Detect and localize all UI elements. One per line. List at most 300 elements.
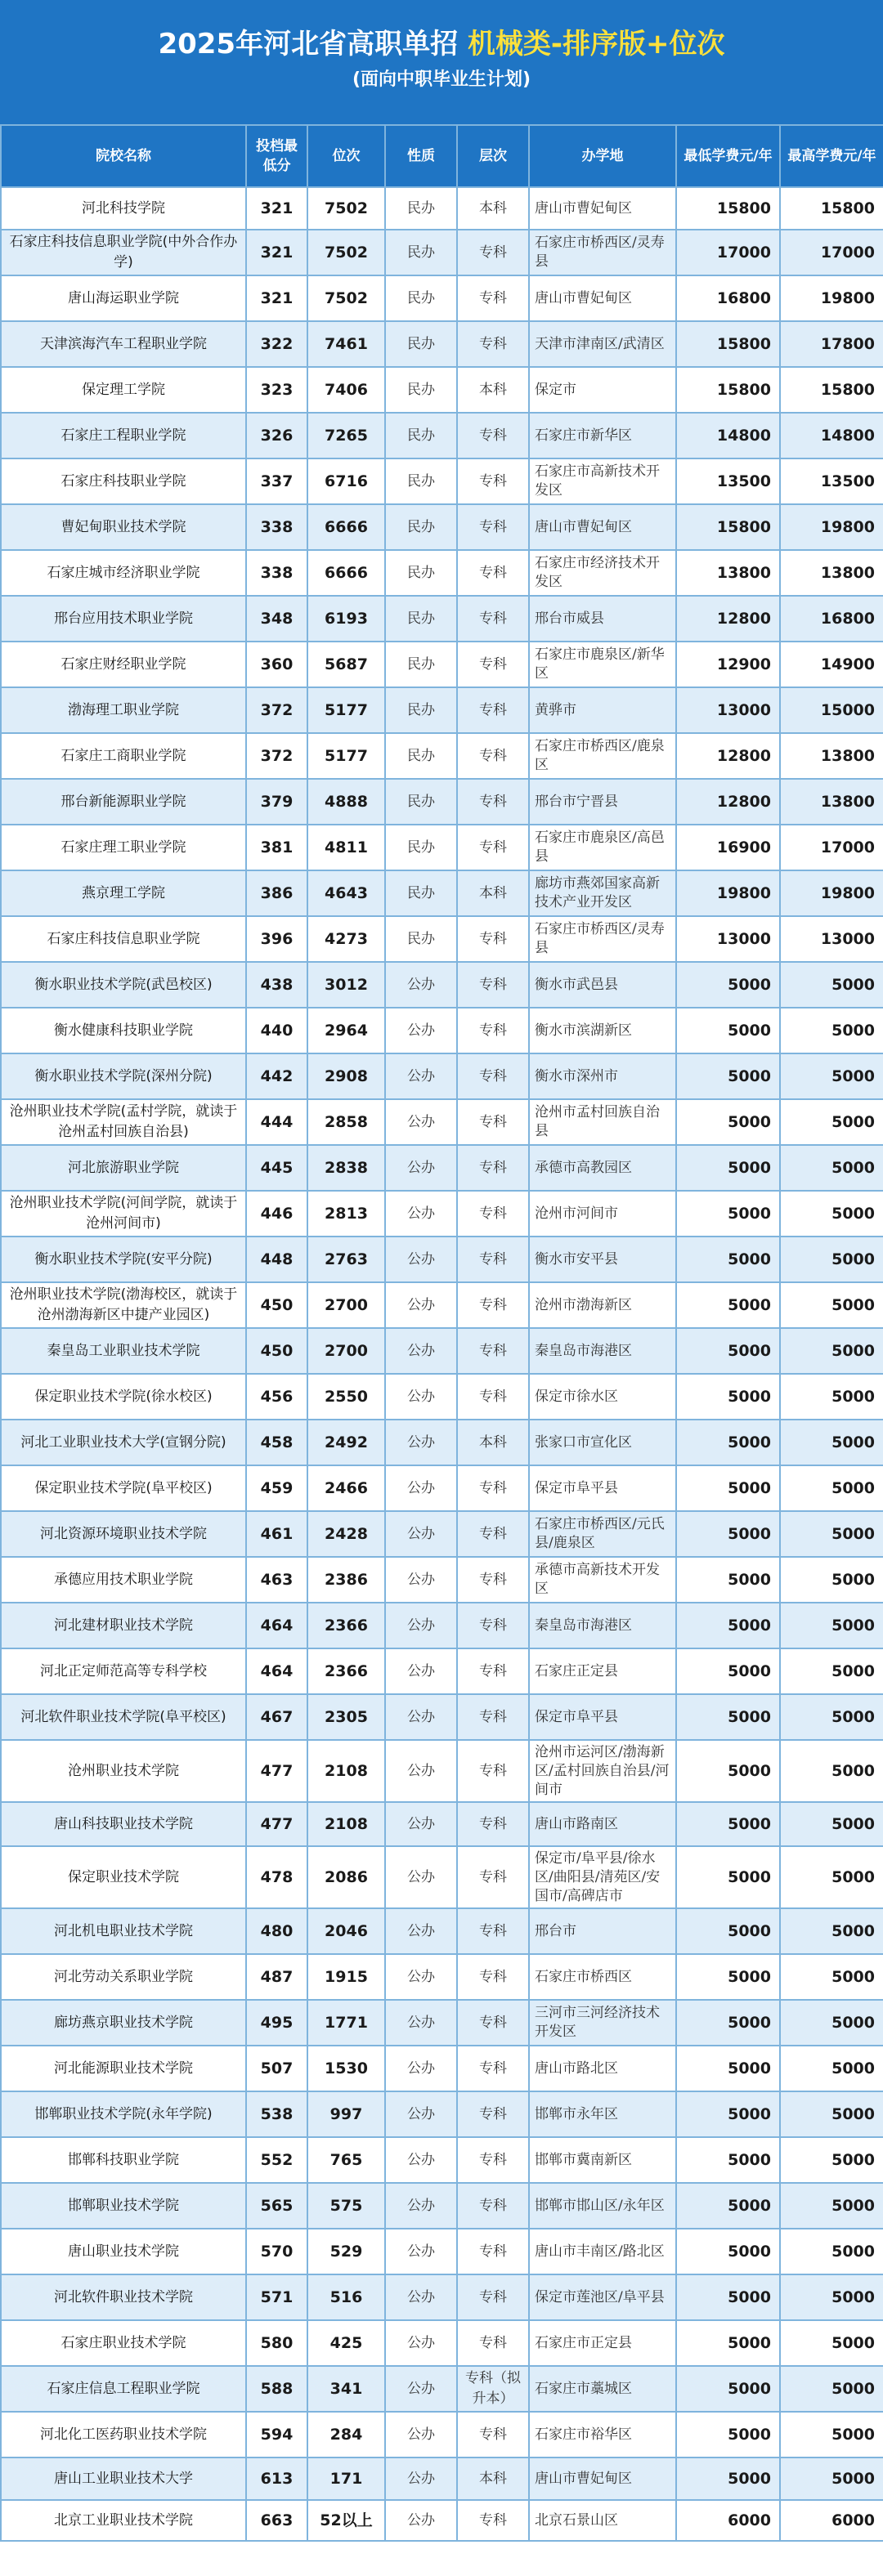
min-score-cell: 552 [246, 2137, 307, 2183]
location-cell: 承德市高教园区 [529, 1145, 676, 1191]
rank-cell: 2305 [307, 1694, 385, 1740]
school-name-cell: 河北软件职业技术学院(阜平校区) [1, 1694, 246, 1740]
min-fee-cell: 15800 [676, 187, 780, 230]
min-fee-cell: 12800 [676, 779, 780, 825]
location-cell: 唐山市丰南区/路北区 [529, 2229, 676, 2274]
rank-cell: 2700 [307, 1282, 385, 1328]
nature-cell: 公办 [385, 1603, 457, 1648]
location-cell: 衡水市深州市 [529, 1053, 676, 1099]
location-cell: 衡水市滨湖新区 [529, 1008, 676, 1053]
table-row [1, 2183, 883, 2229]
min-fee-cell: 13000 [676, 916, 780, 962]
school-name-cell: 石家庄工程职业学院 [1, 413, 246, 458]
min-fee-cell: 5000 [676, 2000, 780, 2046]
min-fee-cell: 5000 [676, 1511, 780, 1557]
level-cell: 专科 [457, 962, 529, 1008]
table-row [1, 1053, 883, 1099]
level-cell: 专科 [457, 2500, 529, 2541]
rank-cell: 2492 [307, 1420, 385, 1465]
level-cell: 本科 [457, 870, 529, 916]
min-fee-cell: 5000 [676, 1846, 780, 1908]
school-name-cell: 石家庄财经职业学院 [1, 642, 246, 687]
location-cell: 石家庄市鹿泉区/高邑县 [529, 825, 676, 870]
rank-cell: 2763 [307, 1237, 385, 1282]
level-cell: 专科 [457, 2412, 529, 2457]
table-row [1, 2091, 883, 2137]
school-name-cell: 承德应用技术职业学院 [1, 1557, 246, 1603]
location-cell: 秦皇岛市海港区 [529, 1328, 676, 1374]
min-fee-cell: 5000 [676, 1908, 780, 1954]
max-fee-cell: 5000 [780, 2137, 883, 2183]
max-fee-cell: 17000 [780, 825, 883, 870]
rank-cell: 3012 [307, 962, 385, 1008]
nature-cell: 公办 [385, 2320, 457, 2366]
rank-cell: 2386 [307, 1557, 385, 1603]
min-fee-cell: 5000 [676, 2412, 780, 2457]
min-fee-cell: 17000 [676, 230, 780, 275]
nature-cell: 公办 [385, 1511, 457, 1557]
min-score-cell: 538 [246, 2091, 307, 2137]
level-cell: 专科 [457, 1802, 529, 1846]
school-name-cell: 沧州职业技术学院(孟村学院，就读于沧州孟村回族自治县) [1, 1099, 246, 1145]
location-cell: 邢台市威县 [529, 596, 676, 642]
min-score-cell: 487 [246, 1954, 307, 2000]
table-row [1, 2457, 883, 2500]
school-name-cell: 河北机电职业技术学院 [1, 1908, 246, 1954]
nature-cell: 民办 [385, 779, 457, 825]
table-row [1, 1465, 883, 1511]
level-cell: 专科 [457, 1374, 529, 1420]
school-name-cell: 曹妃甸职业技术学院 [1, 504, 246, 550]
table-row [1, 1191, 883, 1237]
level-cell: 专科 [457, 2229, 529, 2274]
max-fee-cell: 5000 [780, 1511, 883, 1557]
max-fee-cell: 19800 [780, 504, 883, 550]
level-cell: 专科 [457, 825, 529, 870]
min-score-cell: 477 [246, 1802, 307, 1846]
min-score-cell: 338 [246, 504, 307, 550]
min-fee-cell: 5000 [676, 1237, 780, 1282]
nature-cell: 公办 [385, 2274, 457, 2320]
school-name-cell: 燕京理工学院 [1, 870, 246, 916]
location-cell: 保定市徐水区 [529, 1374, 676, 1420]
level-cell: 专科 [457, 2091, 529, 2137]
location-cell: 三河市三河经济技术开发区 [529, 2000, 676, 2046]
rank-cell: 7461 [307, 321, 385, 367]
level-cell: 专科 [457, 413, 529, 458]
nature-cell: 公办 [385, 2046, 457, 2091]
school-name-cell: 石家庄信息工程职业学院 [1, 2366, 246, 2412]
school-name-cell: 保定职业技术学院 [1, 1846, 246, 1908]
level-cell: 专科 [457, 2000, 529, 2046]
nature-cell: 民办 [385, 367, 457, 413]
table-row [1, 1740, 883, 1802]
col-header-min-score: 投档最低分 [246, 125, 307, 187]
location-cell: 北京石景山区 [529, 2500, 676, 2541]
school-name-cell: 石家庄科技信息职业学院 [1, 916, 246, 962]
nature-cell: 民办 [385, 687, 457, 733]
location-cell: 秦皇岛市海港区 [529, 1603, 676, 1648]
level-cell: 专科 [457, 321, 529, 367]
max-fee-cell: 5000 [780, 2412, 883, 2457]
max-fee-cell: 15800 [780, 187, 883, 230]
min-fee-cell: 5000 [676, 1802, 780, 1846]
min-fee-cell: 5000 [676, 2274, 780, 2320]
max-fee-cell: 5000 [780, 1908, 883, 1954]
min-score-cell: 379 [246, 779, 307, 825]
max-fee-cell: 19800 [780, 870, 883, 916]
school-name-cell: 邯郸科技职业学院 [1, 2137, 246, 2183]
level-cell: 本科 [457, 367, 529, 413]
location-cell: 石家庄市经济技术开发区 [529, 550, 676, 596]
rank-cell: 2366 [307, 1603, 385, 1648]
nature-cell: 民办 [385, 458, 457, 504]
table-row [1, 870, 883, 916]
min-fee-cell: 5000 [676, 962, 780, 1008]
min-score-cell: 507 [246, 2046, 307, 2091]
min-score-cell: 372 [246, 687, 307, 733]
max-fee-cell: 17800 [780, 321, 883, 367]
rank-cell: 425 [307, 2320, 385, 2366]
level-cell: 专科 [457, 1099, 529, 1145]
school-name-cell: 渤海理工职业学院 [1, 687, 246, 733]
table-row [1, 1846, 883, 1908]
level-cell: 专科 [457, 1053, 529, 1099]
min-score-cell: 477 [246, 1740, 307, 1802]
level-cell: 专科 [457, 1328, 529, 1374]
nature-cell: 民办 [385, 187, 457, 230]
nature-cell: 民办 [385, 321, 457, 367]
min-score-cell: 446 [246, 1191, 307, 1237]
col-header-level: 层次 [457, 125, 529, 187]
max-fee-cell: 5000 [780, 2366, 883, 2412]
table-row [1, 504, 883, 550]
rank-cell: 5177 [307, 687, 385, 733]
min-score-cell: 445 [246, 1145, 307, 1191]
level-cell: 专科 [457, 1846, 529, 1908]
rank-cell: 7265 [307, 413, 385, 458]
min-score-cell: 442 [246, 1053, 307, 1099]
school-name-cell: 石家庄科技职业学院 [1, 458, 246, 504]
rank-cell: 6666 [307, 504, 385, 550]
nature-cell: 民办 [385, 733, 457, 779]
nature-cell: 公办 [385, 1191, 457, 1237]
school-name-cell: 河北建材职业技术学院 [1, 1603, 246, 1648]
level-cell: 专科 [457, 275, 529, 321]
location-cell: 沧州市河间市 [529, 1191, 676, 1237]
min-score-cell: 450 [246, 1328, 307, 1374]
min-score-cell: 372 [246, 733, 307, 779]
location-cell: 沧州市运河区/渤海新区/孟村回族自治县/河间市 [529, 1740, 676, 1802]
location-cell: 沧州市孟村回族自治县 [529, 1099, 676, 1145]
level-cell: 专科 [457, 1465, 529, 1511]
min-score-cell: 571 [246, 2274, 307, 2320]
table-row [1, 2412, 883, 2457]
table-row [1, 550, 883, 596]
level-cell: 专科 [457, 2183, 529, 2229]
min-fee-cell: 12800 [676, 596, 780, 642]
min-score-cell: 323 [246, 367, 307, 413]
nature-cell: 公办 [385, 1237, 457, 1282]
nature-cell: 公办 [385, 2366, 457, 2412]
max-fee-cell: 5000 [780, 1374, 883, 1420]
nature-cell: 公办 [385, 2183, 457, 2229]
min-score-cell: 463 [246, 1557, 307, 1603]
rank-cell: 2858 [307, 1099, 385, 1145]
max-fee-cell: 6000 [780, 2500, 883, 2541]
min-fee-cell: 15800 [676, 504, 780, 550]
max-fee-cell: 13800 [780, 733, 883, 779]
min-score-cell: 450 [246, 1282, 307, 1328]
location-cell: 石家庄正定县 [529, 1648, 676, 1694]
min-score-cell: 461 [246, 1511, 307, 1557]
level-cell: 专科 [457, 1511, 529, 1557]
level-cell: 专科 [457, 596, 529, 642]
location-cell: 保定市 [529, 367, 676, 413]
school-name-cell: 石家庄工商职业学院 [1, 733, 246, 779]
min-fee-cell: 5000 [676, 2183, 780, 2229]
school-name-cell: 河北旅游职业学院 [1, 1145, 246, 1191]
min-fee-cell: 5000 [676, 2320, 780, 2366]
location-cell: 衡水市武邑县 [529, 962, 676, 1008]
nature-cell: 民办 [385, 504, 457, 550]
max-fee-cell: 5000 [780, 2183, 883, 2229]
nature-cell: 公办 [385, 1846, 457, 1908]
school-name-cell: 保定职业技术学院(阜平校区) [1, 1465, 246, 1511]
rank-cell: 2700 [307, 1328, 385, 1374]
rank-cell: 2046 [307, 1908, 385, 1954]
col-header-school: 院校名称 [1, 125, 246, 187]
rank-cell: 997 [307, 2091, 385, 2137]
school-name-cell: 河北正定师范高等专科学校 [1, 1648, 246, 1694]
max-fee-cell: 5000 [780, 1802, 883, 1846]
max-fee-cell: 5000 [780, 2229, 883, 2274]
min-fee-cell: 5000 [676, 1465, 780, 1511]
min-fee-cell: 5000 [676, 2457, 780, 2500]
school-name-cell: 沧州职业技术学院 [1, 1740, 246, 1802]
table-row [1, 1328, 883, 1374]
table-row [1, 367, 883, 413]
min-fee-cell: 5000 [676, 1648, 780, 1694]
rank-cell: 7502 [307, 187, 385, 230]
min-fee-cell: 5000 [676, 1328, 780, 1374]
rank-cell: 171 [307, 2457, 385, 2500]
max-fee-cell: 19800 [780, 275, 883, 321]
nature-cell: 民办 [385, 642, 457, 687]
level-cell: 专科（拟升本） [457, 2366, 529, 2412]
level-cell: 专科 [457, 550, 529, 596]
rank-cell: 2086 [307, 1846, 385, 1908]
nature-cell: 公办 [385, 1282, 457, 1328]
school-name-cell: 衡水职业技术学院(安平分院) [1, 1237, 246, 1282]
min-fee-cell: 13000 [676, 687, 780, 733]
min-fee-cell: 5000 [676, 1145, 780, 1191]
nature-cell: 民办 [385, 596, 457, 642]
rank-cell: 2838 [307, 1145, 385, 1191]
max-fee-cell: 14800 [780, 413, 883, 458]
max-fee-cell: 5000 [780, 1420, 883, 1465]
table-row [1, 2137, 883, 2183]
table-row [1, 230, 883, 275]
rank-cell: 6193 [307, 596, 385, 642]
rank-cell: 2108 [307, 1740, 385, 1802]
min-fee-cell: 5000 [676, 2091, 780, 2137]
max-fee-cell: 5000 [780, 1694, 883, 1740]
location-cell: 唐山市曹妃甸区 [529, 2457, 676, 2500]
col-header-location: 办学地 [529, 125, 676, 187]
nature-cell: 公办 [385, 2412, 457, 2457]
admission-table [0, 124, 883, 2542]
school-name-cell: 河北资源环境职业技术学院 [1, 1511, 246, 1557]
location-cell: 石家庄市桥西区/灵寿县 [529, 916, 676, 962]
rank-cell: 52以上 [307, 2500, 385, 2541]
location-cell: 石家庄市桥西区 [529, 1954, 676, 2000]
level-cell: 专科 [457, 1282, 529, 1328]
min-score-cell: 448 [246, 1237, 307, 1282]
rank-cell: 341 [307, 2366, 385, 2412]
min-score-cell: 458 [246, 1420, 307, 1465]
table-row [1, 2500, 883, 2541]
nature-cell: 公办 [385, 2000, 457, 2046]
location-cell: 石家庄市裕华区 [529, 2412, 676, 2457]
min-score-cell: 594 [246, 2412, 307, 2457]
location-cell: 唐山市曹妃甸区 [529, 275, 676, 321]
rank-cell: 4643 [307, 870, 385, 916]
table-row [1, 1802, 883, 1846]
min-score-cell: 495 [246, 2000, 307, 2046]
min-fee-cell: 5000 [676, 2366, 780, 2412]
rank-cell: 7502 [307, 230, 385, 275]
table-row [1, 2274, 883, 2320]
title-main: 2025年河北省高职单招 [158, 28, 459, 60]
table-row [1, 1420, 883, 1465]
col-header-nature: 性质 [385, 125, 457, 187]
min-fee-cell: 5000 [676, 1557, 780, 1603]
table-row [1, 1511, 883, 1557]
nature-cell: 公办 [385, 2137, 457, 2183]
location-cell: 唐山市路南区 [529, 1802, 676, 1846]
title-highlight: 机械类-排序版+位次 [467, 28, 725, 60]
min-score-cell: 322 [246, 321, 307, 367]
table-row [1, 1908, 883, 1954]
min-fee-cell: 5000 [676, 2046, 780, 2091]
table-row [1, 1374, 883, 1420]
max-fee-cell: 5000 [780, 1954, 883, 2000]
table-row [1, 413, 883, 458]
rank-cell: 575 [307, 2183, 385, 2229]
nature-cell: 公办 [385, 1694, 457, 1740]
nature-cell: 民办 [385, 275, 457, 321]
nature-cell: 公办 [385, 1145, 457, 1191]
min-score-cell: 321 [246, 187, 307, 230]
location-cell: 邢台市宁晋县 [529, 779, 676, 825]
min-score-cell: 396 [246, 916, 307, 962]
table-row [1, 1954, 883, 2000]
location-cell: 邢台市 [529, 1908, 676, 1954]
table-row [1, 916, 883, 962]
location-cell: 承德市高新技术开发区 [529, 1557, 676, 1603]
min-fee-cell: 19800 [676, 870, 780, 916]
min-fee-cell: 5000 [676, 2137, 780, 2183]
table-row [1, 2320, 883, 2366]
min-score-cell: 321 [246, 275, 307, 321]
nature-cell: 公办 [385, 2457, 457, 2500]
min-score-cell: 478 [246, 1846, 307, 1908]
max-fee-cell: 5000 [780, 1145, 883, 1191]
nature-cell: 公办 [385, 1557, 457, 1603]
max-fee-cell: 5000 [780, 1648, 883, 1694]
school-name-cell: 衡水健康科技职业学院 [1, 1008, 246, 1053]
location-cell: 石家庄市桥西区/灵寿县 [529, 230, 676, 275]
rank-cell: 4811 [307, 825, 385, 870]
rank-cell: 5687 [307, 642, 385, 687]
table-row [1, 275, 883, 321]
school-name-cell: 唐山职业技术学院 [1, 2229, 246, 2274]
nature-cell: 民办 [385, 825, 457, 870]
location-cell: 沧州市渤海新区 [529, 1282, 676, 1328]
min-fee-cell: 5000 [676, 1053, 780, 1099]
max-fee-cell: 5000 [780, 1008, 883, 1053]
rank-cell: 2428 [307, 1511, 385, 1557]
level-cell: 专科 [457, 1557, 529, 1603]
min-score-cell: 348 [246, 596, 307, 642]
school-name-cell: 北京工业职业技术学院 [1, 2500, 246, 2541]
nature-cell: 公办 [385, 1465, 457, 1511]
min-fee-cell: 5000 [676, 1740, 780, 1802]
level-cell: 专科 [457, 1008, 529, 1053]
min-fee-cell: 5000 [676, 1374, 780, 1420]
max-fee-cell: 13500 [780, 458, 883, 504]
nature-cell: 民办 [385, 870, 457, 916]
table-row [1, 825, 883, 870]
level-cell: 本科 [457, 1420, 529, 1465]
rank-cell: 7502 [307, 275, 385, 321]
location-cell: 石家庄市藁城区 [529, 2366, 676, 2412]
rank-cell: 2466 [307, 1465, 385, 1511]
level-cell: 专科 [457, 1954, 529, 2000]
level-cell: 专科 [457, 2274, 529, 2320]
rank-cell: 765 [307, 2137, 385, 2183]
max-fee-cell: 13000 [780, 916, 883, 962]
level-cell: 专科 [457, 1740, 529, 1802]
max-fee-cell: 5000 [780, 1328, 883, 1374]
max-fee-cell: 5000 [780, 1846, 883, 1908]
rank-cell: 7406 [307, 367, 385, 413]
min-fee-cell: 5000 [676, 1694, 780, 1740]
max-fee-cell: 15000 [780, 687, 883, 733]
max-fee-cell: 13800 [780, 550, 883, 596]
min-score-cell: 338 [246, 550, 307, 596]
min-score-cell: 360 [246, 642, 307, 687]
school-name-cell: 石家庄科技信息职业学院(中外合作办学) [1, 230, 246, 275]
rank-cell: 4888 [307, 779, 385, 825]
school-name-cell: 衡水职业技术学院(深州分院) [1, 1053, 246, 1099]
min-score-cell: 440 [246, 1008, 307, 1053]
min-fee-cell: 16900 [676, 825, 780, 870]
table-row [1, 1008, 883, 1053]
school-name-cell: 保定职业技术学院(徐水校区) [1, 1374, 246, 1420]
min-fee-cell: 13500 [676, 458, 780, 504]
school-name-cell: 秦皇岛工业职业技术学院 [1, 1328, 246, 1374]
level-cell: 专科 [457, 458, 529, 504]
school-name-cell: 邯郸职业技术学院(永年学院) [1, 2091, 246, 2137]
nature-cell: 公办 [385, 1954, 457, 2000]
level-cell: 专科 [457, 687, 529, 733]
location-cell: 邯郸市冀南新区 [529, 2137, 676, 2183]
school-name-cell: 河北科技学院 [1, 187, 246, 230]
min-score-cell: 467 [246, 1694, 307, 1740]
school-name-cell: 河北能源职业技术学院 [1, 2046, 246, 2091]
